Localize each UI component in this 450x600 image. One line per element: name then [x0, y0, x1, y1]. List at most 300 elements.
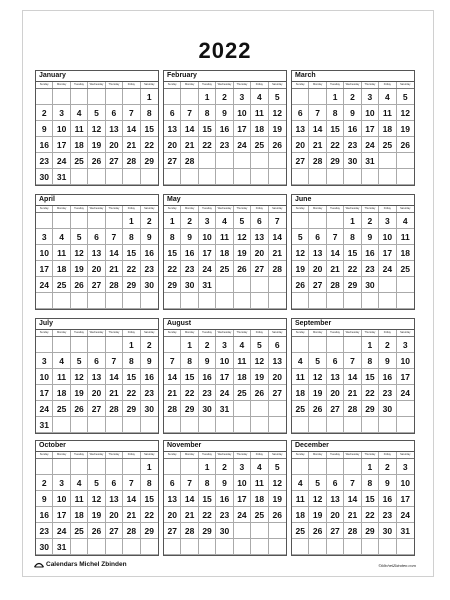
day-cell: 12 [234, 229, 251, 245]
weekday-header: Sunday [292, 206, 309, 212]
empty-day-cell [397, 401, 414, 417]
day-cell: 6 [106, 105, 123, 121]
days-grid [164, 459, 286, 555]
day-cell: 24 [234, 137, 251, 153]
day-cell: 9 [216, 105, 233, 121]
day-cell: 4 [292, 353, 309, 369]
day-cell: 28 [181, 523, 198, 539]
empty-day-cell [181, 169, 198, 185]
day-cell: 26 [71, 401, 88, 417]
day-cell: 14 [123, 491, 140, 507]
day-cell: 21 [344, 385, 361, 401]
day-cell: 1 [181, 337, 198, 353]
day-cell: 28 [344, 401, 361, 417]
empty-day-cell [269, 523, 286, 539]
day-cell: 6 [88, 229, 105, 245]
day-cell: 22 [123, 385, 140, 401]
day-cell: 26 [269, 507, 286, 523]
weekday-header: Tuesday [199, 452, 216, 458]
day-cell: 17 [36, 261, 53, 277]
empty-day-cell [123, 293, 140, 309]
weekday-header: Thursday [234, 452, 251, 458]
weekday-header: Thursday [362, 206, 379, 212]
empty-day-cell [164, 539, 181, 555]
empty-day-cell [216, 293, 233, 309]
weekday-header: Sunday [36, 206, 53, 212]
weekday-header: Tuesday [71, 206, 88, 212]
empty-day-cell [71, 337, 88, 353]
day-cell: 15 [199, 491, 216, 507]
month-name: August [164, 319, 286, 330]
day-cell: 3 [36, 353, 53, 369]
day-cell: 9 [36, 491, 53, 507]
month-name: October [36, 441, 158, 452]
day-cell: 24 [36, 277, 53, 293]
day-cell: 8 [327, 105, 344, 121]
day-cell: 17 [234, 491, 251, 507]
day-cell: 16 [141, 245, 158, 261]
day-cell: 31 [53, 539, 70, 555]
day-cell: 17 [36, 385, 53, 401]
day-cell: 17 [53, 137, 70, 153]
day-cell: 3 [216, 337, 233, 353]
day-cell: 28 [123, 523, 140, 539]
day-cell: 21 [106, 385, 123, 401]
empty-day-cell [379, 169, 396, 185]
weekday-header: Wednesday [216, 206, 233, 212]
weekday-header: Thursday [362, 82, 379, 88]
day-cell: 17 [362, 121, 379, 137]
day-cell: 16 [36, 137, 53, 153]
day-cell: 7 [164, 353, 181, 369]
weekday-header: Wednesday [216, 330, 233, 336]
day-cell: 20 [292, 137, 309, 153]
day-cell: 30 [216, 523, 233, 539]
day-cell: 18 [71, 507, 88, 523]
day-cell: 1 [362, 459, 379, 475]
weekday-header: Sunday [164, 452, 181, 458]
empty-day-cell [251, 153, 268, 169]
day-cell: 21 [123, 507, 140, 523]
day-cell: 2 [344, 89, 361, 105]
day-cell: 16 [141, 369, 158, 385]
weekday-header: Tuesday [199, 206, 216, 212]
empty-day-cell [106, 539, 123, 555]
empty-day-cell [53, 213, 70, 229]
empty-day-cell [123, 89, 140, 105]
day-cell: 20 [106, 137, 123, 153]
weekday-header: Saturday [272, 83, 283, 86]
day-cell: 30 [344, 153, 361, 169]
day-cell: 6 [164, 475, 181, 491]
day-cell: 23 [36, 153, 53, 169]
days-grid [164, 213, 286, 309]
weekday-header: Tuesday [199, 82, 216, 88]
day-cell: 2 [362, 213, 379, 229]
day-cell: 15 [141, 121, 158, 137]
day-cell: 13 [327, 491, 344, 507]
day-cell: 5 [309, 353, 326, 369]
day-cell: 7 [309, 105, 326, 121]
empty-day-cell [36, 213, 53, 229]
day-cell: 14 [123, 121, 140, 137]
month-name: September [292, 319, 414, 330]
empty-day-cell [199, 539, 216, 555]
day-cell: 28 [309, 153, 326, 169]
day-cell: 31 [397, 523, 414, 539]
empty-day-cell [181, 459, 198, 475]
empty-day-cell [71, 213, 88, 229]
day-cell: 27 [327, 523, 344, 539]
weekday-header: Tuesday [71, 82, 88, 88]
day-cell: 12 [269, 105, 286, 121]
day-cell: 17 [53, 507, 70, 523]
day-cell: 22 [123, 261, 140, 277]
day-cell: 15 [362, 369, 379, 385]
day-cell: 1 [344, 213, 361, 229]
day-cell: 18 [71, 137, 88, 153]
day-cell: 19 [397, 121, 414, 137]
day-cell: 25 [292, 523, 309, 539]
day-cell: 27 [164, 523, 181, 539]
empty-day-cell [141, 417, 158, 433]
empty-day-cell [269, 539, 286, 555]
weekday-header: Monday [309, 330, 326, 336]
day-cell: 26 [251, 385, 268, 401]
day-cell: 19 [88, 507, 105, 523]
day-cell: 20 [164, 507, 181, 523]
day-cell: 16 [362, 245, 379, 261]
day-cell: 25 [251, 507, 268, 523]
day-cell: 26 [269, 137, 286, 153]
day-cell: 17 [199, 245, 216, 261]
empty-day-cell [327, 459, 344, 475]
day-cell: 2 [216, 89, 233, 105]
weekday-header: Tuesday [327, 82, 344, 88]
empty-day-cell [251, 401, 268, 417]
day-cell: 29 [362, 401, 379, 417]
day-cell: 15 [199, 121, 216, 137]
weekday-header: Saturday [144, 207, 155, 210]
month-april [35, 194, 159, 310]
weekday-header-row [36, 82, 158, 89]
day-cell: 23 [362, 261, 379, 277]
day-cell: 4 [71, 475, 88, 491]
day-cell: 11 [379, 105, 396, 121]
year-title: 2022 [198, 38, 252, 63]
day-cell: 25 [71, 153, 88, 169]
weekday-header: Saturday [144, 331, 155, 334]
day-cell: 6 [327, 475, 344, 491]
empty-day-cell [53, 459, 70, 475]
empty-day-cell [181, 417, 198, 433]
day-cell: 25 [234, 385, 251, 401]
weekday-header: Friday [251, 206, 268, 212]
day-cell: 23 [141, 385, 158, 401]
month-name: November [164, 441, 286, 452]
day-cell: 22 [327, 137, 344, 153]
day-cell: 9 [379, 475, 396, 491]
day-cell: 27 [327, 401, 344, 417]
day-cell: 2 [199, 337, 216, 353]
month-name: July [36, 319, 158, 330]
day-cell: 7 [344, 353, 361, 369]
weekday-header-row [164, 330, 286, 337]
empty-day-cell [309, 539, 326, 555]
day-cell: 10 [53, 491, 70, 507]
day-cell: 21 [106, 261, 123, 277]
day-cell: 5 [269, 459, 286, 475]
month-december [291, 440, 415, 556]
weekday-header: Monday [309, 82, 326, 88]
empty-day-cell [362, 293, 379, 309]
empty-day-cell [379, 153, 396, 169]
month-august [163, 318, 287, 434]
weekday-header-row [292, 82, 414, 89]
days-grid [36, 337, 158, 433]
day-cell: 24 [199, 261, 216, 277]
day-cell: 30 [379, 523, 396, 539]
day-cell: 25 [251, 137, 268, 153]
weekday-header: Friday [379, 330, 396, 336]
weekday-header: Saturday [272, 453, 283, 456]
day-cell: 31 [362, 153, 379, 169]
day-cell: 3 [53, 475, 70, 491]
weekday-header: Sunday [164, 82, 181, 88]
day-cell: 5 [269, 89, 286, 105]
day-cell: 13 [251, 229, 268, 245]
day-cell: 27 [88, 401, 105, 417]
weekday-header: Wednesday [216, 82, 233, 88]
empty-day-cell [164, 459, 181, 475]
day-cell: 11 [251, 105, 268, 121]
day-cell: 20 [251, 245, 268, 261]
day-cell: 6 [164, 105, 181, 121]
day-cell: 21 [344, 507, 361, 523]
day-cell: 1 [327, 89, 344, 105]
day-cell: 11 [71, 121, 88, 137]
day-cell: 9 [199, 353, 216, 369]
month-name: June [292, 195, 414, 206]
weekday-header: Tuesday [71, 452, 88, 458]
day-cell: 28 [106, 277, 123, 293]
day-cell: 18 [216, 245, 233, 261]
empty-day-cell [379, 539, 396, 555]
empty-day-cell [106, 459, 123, 475]
month-february [163, 70, 287, 186]
day-cell: 28 [344, 523, 361, 539]
weekday-header: Thursday [362, 330, 379, 336]
weekday-header: Monday [53, 206, 70, 212]
empty-day-cell [251, 169, 268, 185]
empty-day-cell [309, 459, 326, 475]
days-grid [292, 213, 414, 309]
day-cell: 31 [36, 417, 53, 433]
empty-day-cell [309, 169, 326, 185]
weekday-header: Thursday [362, 452, 379, 458]
weekday-header: Monday [181, 452, 198, 458]
day-cell: 11 [292, 369, 309, 385]
empty-day-cell [88, 169, 105, 185]
day-cell: 26 [397, 137, 414, 153]
day-cell: 26 [309, 401, 326, 417]
day-cell: 6 [292, 105, 309, 121]
weekday-header: Sunday [36, 452, 53, 458]
empty-day-cell [106, 89, 123, 105]
day-cell: 27 [269, 385, 286, 401]
days-grid [164, 337, 286, 433]
day-cell: 20 [327, 385, 344, 401]
day-cell: 3 [36, 229, 53, 245]
days-grid [292, 337, 414, 433]
day-cell: 4 [397, 213, 414, 229]
day-cell: 30 [199, 401, 216, 417]
footer-website: ©MichelZbinden.com [378, 563, 416, 568]
empty-day-cell [269, 169, 286, 185]
weekday-header: Thursday [106, 82, 123, 88]
empty-day-cell [344, 169, 361, 185]
empty-day-cell [344, 459, 361, 475]
day-cell: 5 [88, 105, 105, 121]
month-name: January [36, 71, 158, 82]
empty-day-cell [397, 169, 414, 185]
weekday-header: Saturday [272, 331, 283, 334]
day-cell: 4 [216, 213, 233, 229]
empty-day-cell [199, 293, 216, 309]
weekday-header: Tuesday [199, 330, 216, 336]
day-cell: 3 [362, 89, 379, 105]
empty-day-cell [234, 539, 251, 555]
day-cell: 17 [234, 121, 251, 137]
empty-day-cell [164, 169, 181, 185]
day-cell: 30 [141, 277, 158, 293]
day-cell: 14 [106, 369, 123, 385]
day-cell: 4 [292, 475, 309, 491]
empty-day-cell [199, 169, 216, 185]
day-cell: 10 [53, 121, 70, 137]
empty-day-cell [88, 539, 105, 555]
empty-day-cell [123, 539, 140, 555]
day-cell: 30 [141, 401, 158, 417]
day-cell: 21 [327, 261, 344, 277]
day-cell: 12 [309, 491, 326, 507]
day-cell: 18 [292, 507, 309, 523]
empty-day-cell [269, 277, 286, 293]
day-cell: 10 [234, 475, 251, 491]
day-cell: 25 [53, 401, 70, 417]
empty-day-cell [397, 153, 414, 169]
empty-day-cell [88, 337, 105, 353]
day-cell: 22 [141, 507, 158, 523]
empty-day-cell [164, 89, 181, 105]
day-cell: 10 [379, 229, 396, 245]
empty-day-cell [88, 89, 105, 105]
day-cell: 24 [397, 507, 414, 523]
day-cell: 3 [53, 105, 70, 121]
day-cell: 12 [251, 353, 268, 369]
day-cell: 7 [123, 105, 140, 121]
month-october [35, 440, 159, 556]
empty-day-cell [216, 539, 233, 555]
month-september [291, 318, 415, 434]
weekday-header: Wednesday [344, 452, 361, 458]
month-july [35, 318, 159, 434]
day-cell: 25 [71, 523, 88, 539]
day-cell: 8 [164, 229, 181, 245]
day-cell: 16 [379, 369, 396, 385]
day-cell: 9 [36, 121, 53, 137]
empty-day-cell [251, 539, 268, 555]
day-cell: 19 [269, 121, 286, 137]
day-cell: 31 [216, 401, 233, 417]
day-cell: 1 [199, 89, 216, 105]
day-cell: 23 [379, 507, 396, 523]
empty-day-cell [199, 417, 216, 433]
day-cell: 1 [141, 89, 158, 105]
empty-day-cell [141, 169, 158, 185]
weekday-header: Monday [53, 82, 70, 88]
empty-day-cell [379, 417, 396, 433]
weekday-header: Saturday [400, 83, 411, 86]
empty-day-cell [141, 539, 158, 555]
day-cell: 24 [379, 261, 396, 277]
day-cell: 3 [234, 459, 251, 475]
day-cell: 21 [269, 245, 286, 261]
day-cell: 6 [251, 213, 268, 229]
empty-day-cell [71, 417, 88, 433]
day-cell: 14 [106, 245, 123, 261]
day-cell: 15 [181, 369, 198, 385]
day-cell: 29 [327, 153, 344, 169]
day-cell: 9 [181, 229, 198, 245]
empty-day-cell [199, 153, 216, 169]
month-march [291, 70, 415, 186]
day-cell: 28 [106, 401, 123, 417]
day-cell: 18 [251, 121, 268, 137]
empty-day-cell [327, 213, 344, 229]
day-cell: 2 [141, 213, 158, 229]
day-cell: 23 [199, 385, 216, 401]
day-cell: 13 [292, 121, 309, 137]
empty-day-cell [362, 417, 379, 433]
day-cell: 24 [362, 137, 379, 153]
empty-day-cell [344, 417, 361, 433]
empty-day-cell [71, 539, 88, 555]
weekday-header: Monday [181, 206, 198, 212]
day-cell: 28 [181, 153, 198, 169]
weekday-header: Saturday [400, 207, 411, 210]
weekday-header: Saturday [272, 207, 283, 210]
day-cell: 23 [141, 261, 158, 277]
day-cell: 20 [106, 507, 123, 523]
day-cell: 8 [199, 105, 216, 121]
day-cell: 12 [292, 245, 309, 261]
empty-day-cell [106, 293, 123, 309]
weekday-header: Sunday [36, 330, 53, 336]
day-cell: 13 [106, 121, 123, 137]
day-cell: 17 [397, 369, 414, 385]
day-cell: 15 [164, 245, 181, 261]
day-cell: 5 [292, 229, 309, 245]
empty-day-cell [164, 417, 181, 433]
weekday-header-row [164, 82, 286, 89]
day-cell: 3 [199, 213, 216, 229]
empty-day-cell [397, 293, 414, 309]
day-cell: 25 [292, 401, 309, 417]
month-name: December [292, 441, 414, 452]
day-cell: 26 [88, 153, 105, 169]
day-cell: 29 [181, 401, 198, 417]
